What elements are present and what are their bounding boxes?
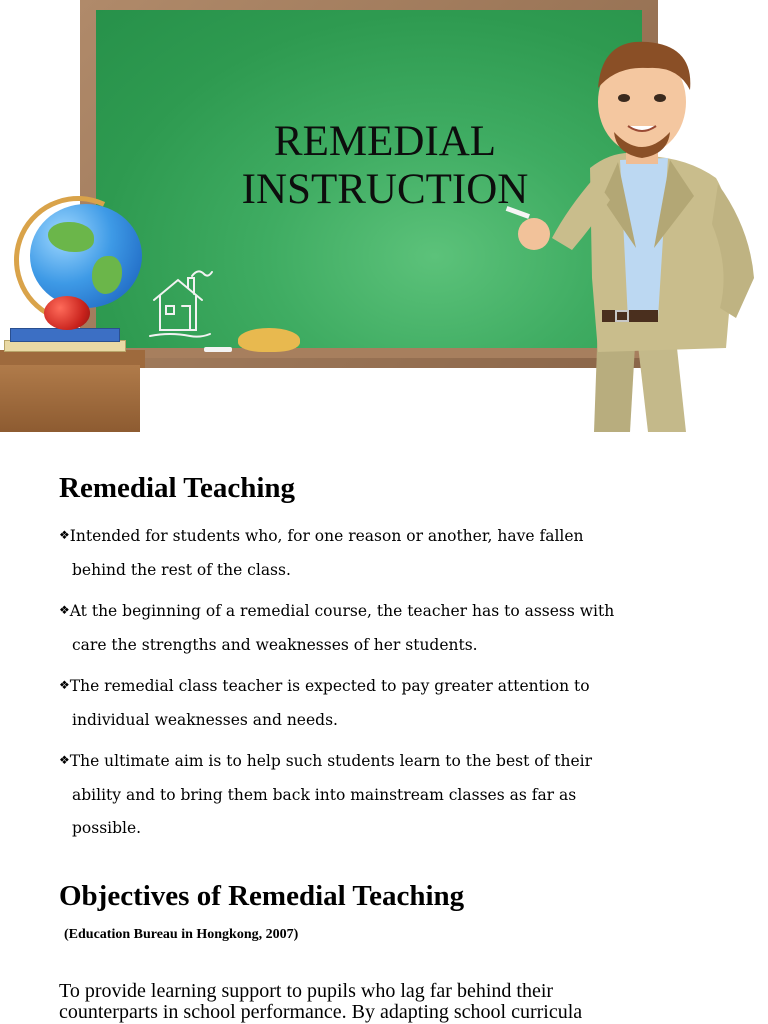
list-item <box>59 520 719 587</box>
bullet-diamond-icon: ❖ <box>59 528 70 542</box>
paragraph-line: counterparts in school performance. By adapting school curricula <box>59 1001 583 1023</box>
paragraph-line: To provide learning support to pupils who lag far behind their <box>59 980 554 1002</box>
citation: (Education Bureau in Hongkong, 2007) <box>64 927 299 942</box>
house-doodle-icon <box>148 266 218 346</box>
list-item <box>59 595 719 662</box>
paragraph <box>59 981 582 1023</box>
section-heading-remedial-teaching: Remedial Teaching <box>59 472 296 504</box>
bullet-diamond-icon: ❖ <box>59 603 70 617</box>
banner-title-line-2: INSTRUCTION <box>241 166 529 213</box>
list-item-text: At the beginning of a remedial course, the teacher has to assess with <box>69 602 615 620</box>
header-illustration <box>0 0 768 432</box>
bullet-list <box>59 520 719 845</box>
list-item <box>59 670 719 737</box>
banner-title-line-1: REMEDIAL <box>273 118 497 165</box>
list-item-text: care the strengths and weaknesses of her students. <box>72 636 478 654</box>
bullet-diamond-icon: ❖ <box>59 753 70 767</box>
teacher-illustration <box>498 28 768 432</box>
sponge-eraser <box>238 328 300 352</box>
list-item-text: The remedial class teacher is expected to pay greater attention to <box>69 677 590 695</box>
desk <box>0 365 140 432</box>
list-item-text: individual weaknesses and needs. <box>72 711 338 729</box>
section-heading-objectives: Objectives of Remedial Teaching <box>59 880 465 912</box>
globe-icon <box>30 204 142 308</box>
list-item <box>59 745 719 845</box>
list-item-text: The ultimate aim is to help such students learn to the best of their <box>69 752 593 770</box>
bullet-diamond-icon: ❖ <box>59 678 70 692</box>
list-item-text: behind the rest of the class. <box>72 561 291 579</box>
apple-icon <box>44 296 90 330</box>
document-body <box>0 432 768 1024</box>
list-item-text: possible. <box>72 819 142 837</box>
chalk-stick <box>204 347 232 352</box>
book-top <box>10 328 120 342</box>
list-item-text: Intended for students who, for one reason or another, have fallen <box>69 527 584 545</box>
list-item-text: ability and to bring them back into mainstream classes as far as <box>72 786 577 804</box>
